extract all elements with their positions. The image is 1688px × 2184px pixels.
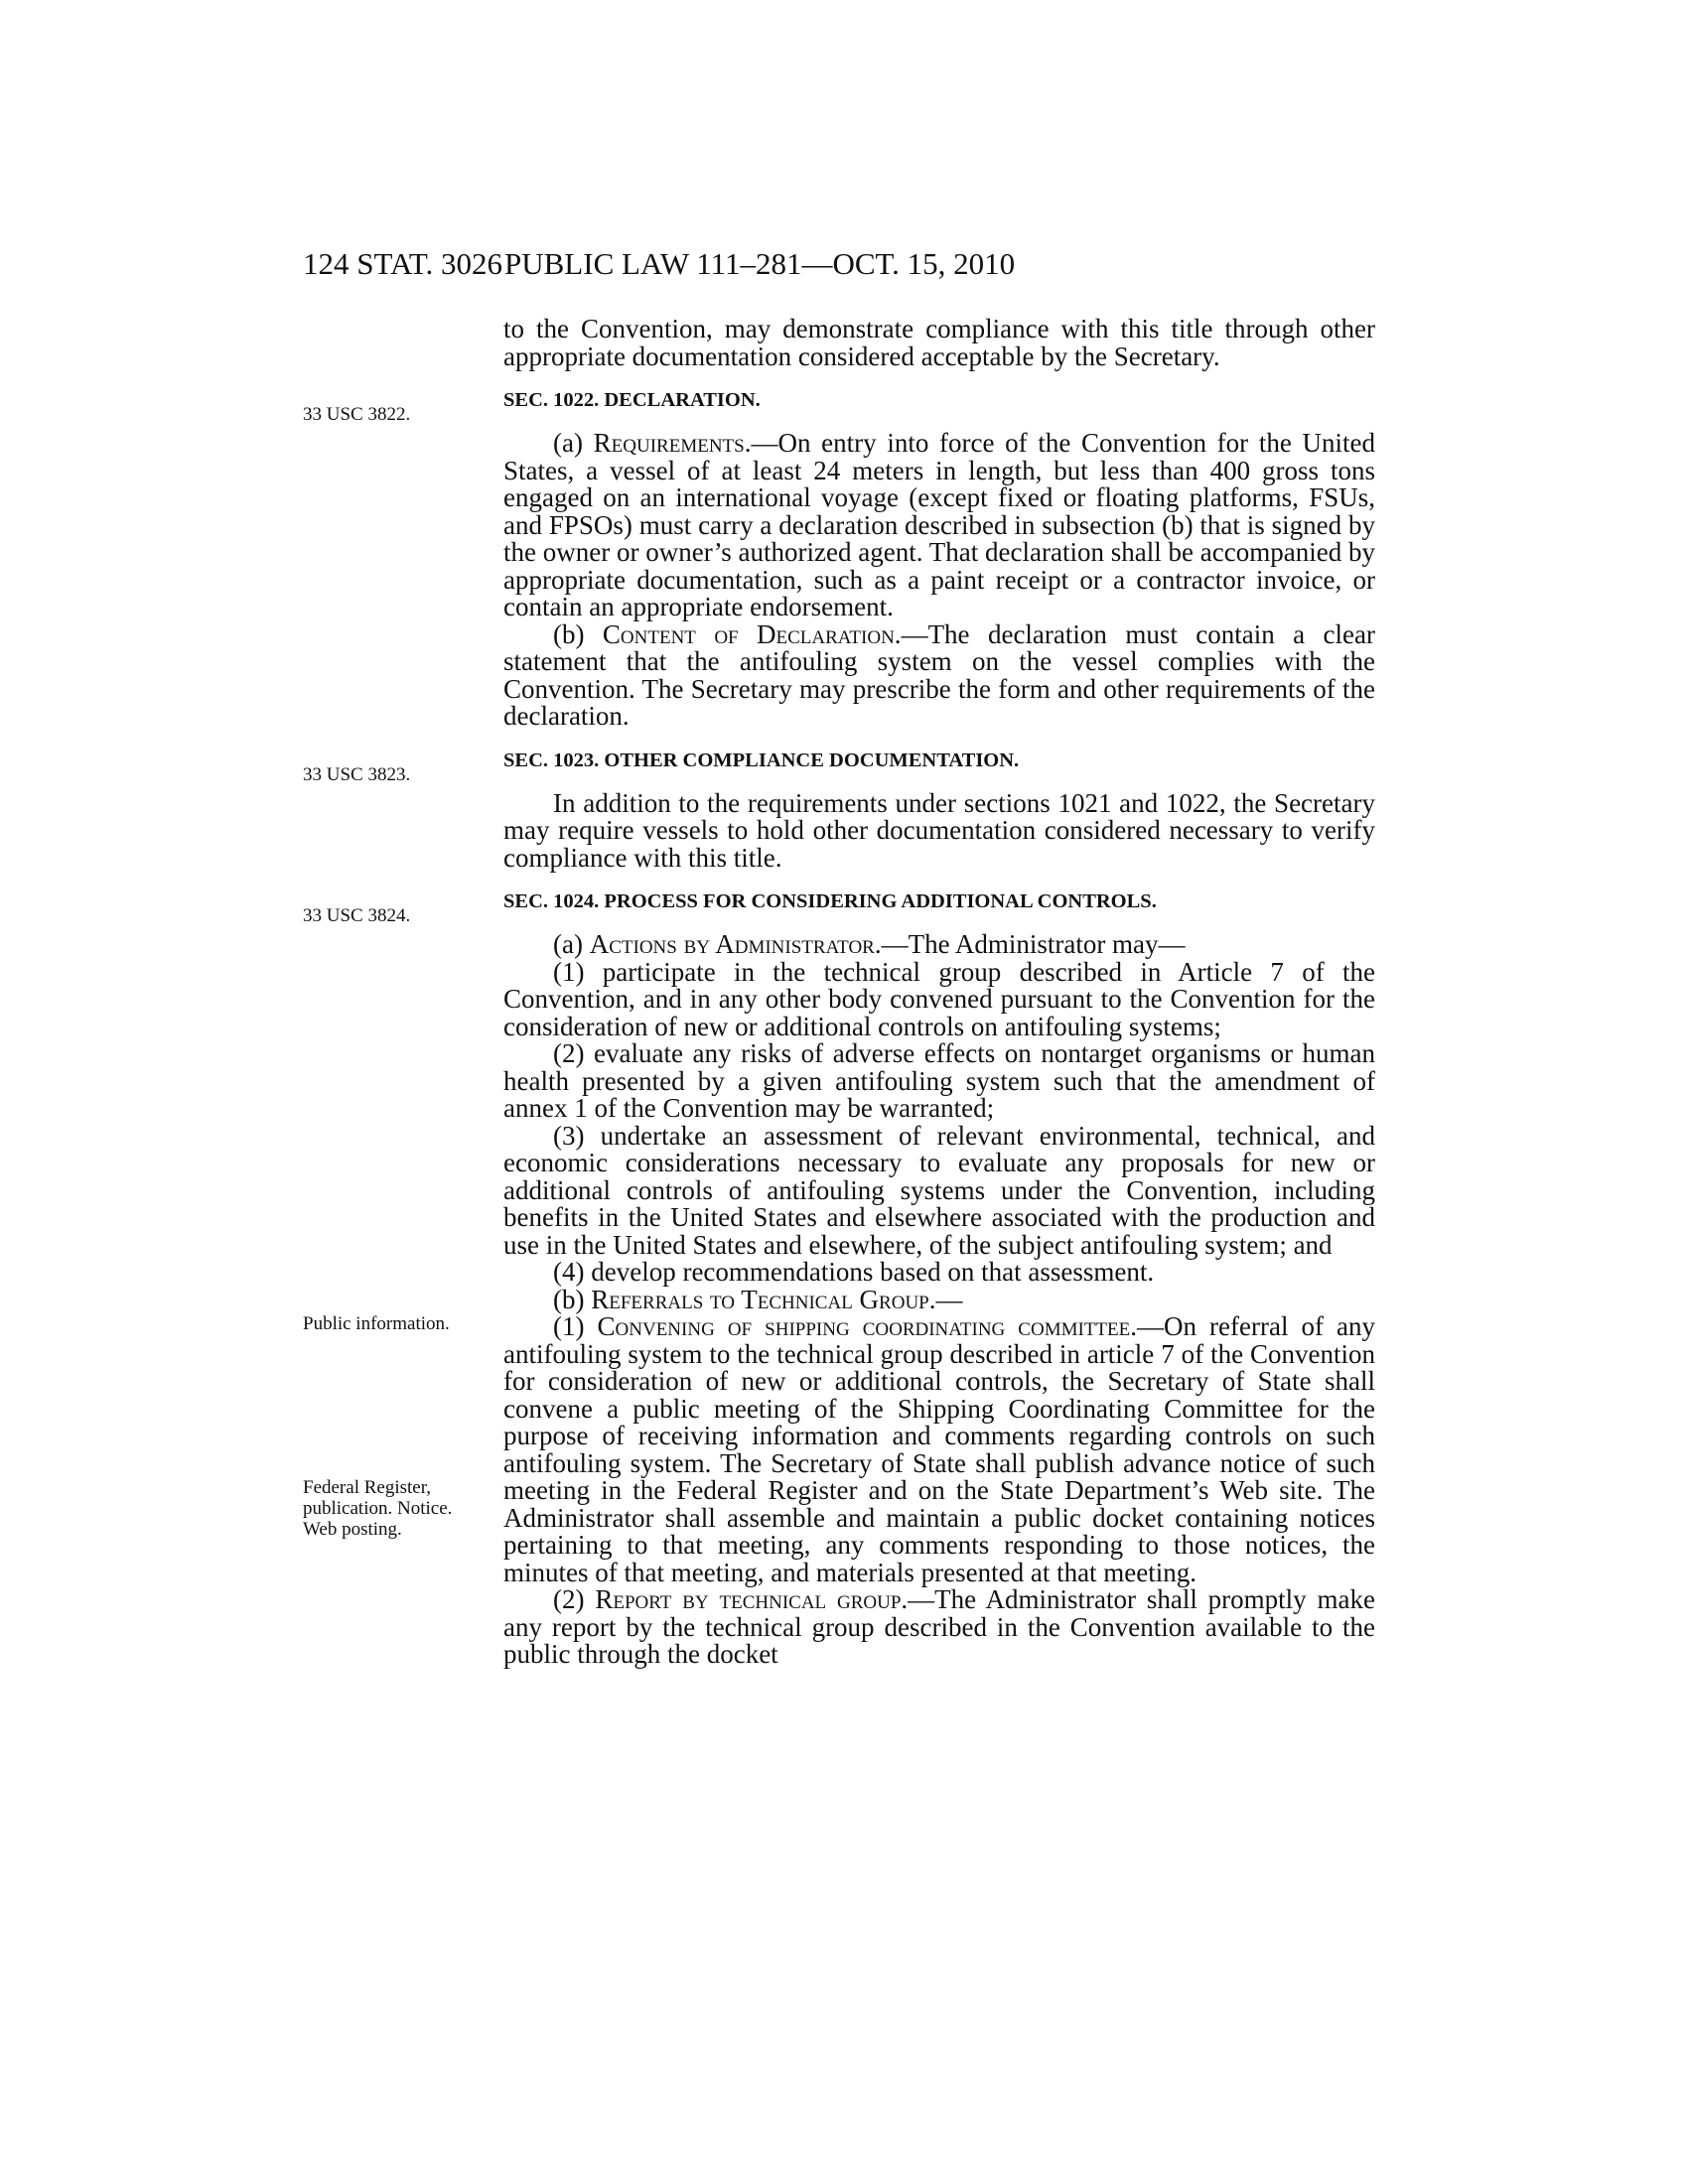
section-1024 (303, 888, 1375, 926)
margin-note-public-information: Public information. (303, 1313, 450, 1334)
section-1024-b-2: (2) Report by technical group.—The Administrator shall promptly make any report by the technical group described in the Convention available to the public through the docket (503, 1584, 1375, 1669)
margin-citation-1022: 33 USC 3822. (303, 404, 411, 425)
subsection-caption: Actions by Administrator. (589, 929, 882, 959)
margin-note-federal-register: Federal Register, publication. Notice. Web posting. (303, 1477, 453, 1540)
section-1024-heading: SEC. 1024. PROCESS FOR CONSIDERING ADDITIONAL CONTROLS. (503, 890, 1157, 912)
subsection-caption: Content of Declaration. (602, 618, 902, 649)
section-1023 (303, 748, 1375, 785)
continuation-paragraph: to the Convention, may demonstrate compliance with this title through other appropriate documentation considered acceptable by the Secretary. (503, 314, 1375, 371)
subsection-caption: Referrals to Technical Group. (591, 1284, 936, 1314)
section-1022-heading: SEC. 1022. DECLARATION. (503, 389, 761, 411)
margin-citation-1024: 33 USC 3824. (303, 905, 411, 926)
subsection-caption: Requirements. (593, 428, 752, 458)
section-1024-a-2: (2) evaluate any risks of adverse effects on nontarget organisms or human health presented by a given antifouling system such that the amendment of annex 1 of the Convention may be warranted; (503, 1038, 1375, 1123)
statute-reference: 124 STAT. 3026 (303, 246, 503, 281)
section-1022 (303, 387, 1375, 425)
page-header (303, 246, 1375, 286)
paragraph-caption: Convening of shipping coordinating committee. (597, 1311, 1137, 1341)
section-1024-a-1: (1) participate in the technical group described in Article 7 of the Convention, and in any other body convened pursuant to the Convention for the consideration of new or additional controls on antifouling systems; (503, 956, 1375, 1041)
section-1024-b: (b) Referrals to Technical Group.— (553, 1284, 963, 1314)
margin-citation-1023: 33 USC 3823. (303, 763, 411, 785)
section-1024-a-4: (4) develop recommendations based on that assessment. (553, 1257, 1155, 1287)
main-text-column (303, 314, 1376, 1669)
section-1023-heading: SEC. 1023. OTHER COMPLIANCE DOCUMENTATION. (503, 749, 1020, 771)
section-1024-a-3: (3) undertake an assessment of relevant environmental, technical, and economic considerations necessary to evaluate any proposals for new or additional controls of antifouling systems under the Convention, including benefits in the United States and elsewhere associated with the production and use in the United States and elsewhere, of the subject antifouling system; and (503, 1120, 1375, 1260)
paragraph-caption: Report by technical group. (595, 1584, 909, 1614)
section-1024-b-1: (1) Convening of shipping coordinating committee.—On referral of any antifouling system to the technical group described in article 7 of the Convention for consideration of new or additional controls, the Secretary of State shall convene a public meeting of the Shipping Coordinating Committee for the purpose of receiving information and comments regarding controls on such antifouling system. The Secretary of State shall publish advance notice of such meeting in the Federal Register and on the State Department’s Web site. The Administrator shall assemble and maintain a public docket containing notices pertaining to that meeting, any comments responding to those notices, the minutes of that meeting, and materials presented at that meeting. (503, 1311, 1376, 1587)
public-law-title: PUBLIC LAW 111–281—OCT. 15, 2010 (504, 246, 1016, 281)
section-1023-text: In addition to the requirements under sections 1021 and 1022, the Secretary may require vessels to hold other documentation considered necessary to verify compliance with this title. (503, 787, 1375, 873)
section-1022-a: (a) Requirements.—On entry into force of the Convention for the United States, a vessel of at least 24 meters in length, but less than 400 gross tons engaged on an international voyage (except fixed or floating platforms, FSUs, and FPSOs) must carry a declaration described in subsection (b) that is signed by the owner or owner’s authorized agent. That declaration shall be accompanied by appropriate documentation, such as a paint receipt or a contractor invoice, or contain an appropriate endorsement. (503, 428, 1375, 621)
document-body (303, 316, 1375, 1669)
section-1022-b: (b) Content of Declaration.—The declaration must contain a clear statement that the antifouling system on the vessel complies with the Convention. The Secretary may prescribe the form and other requirements of the declaration. (503, 618, 1375, 731)
section-1024-a: (a) Actions by Administrator.—The Administrator may— (553, 929, 1186, 959)
section-1024-b-1-wrap (303, 1311, 1376, 1587)
